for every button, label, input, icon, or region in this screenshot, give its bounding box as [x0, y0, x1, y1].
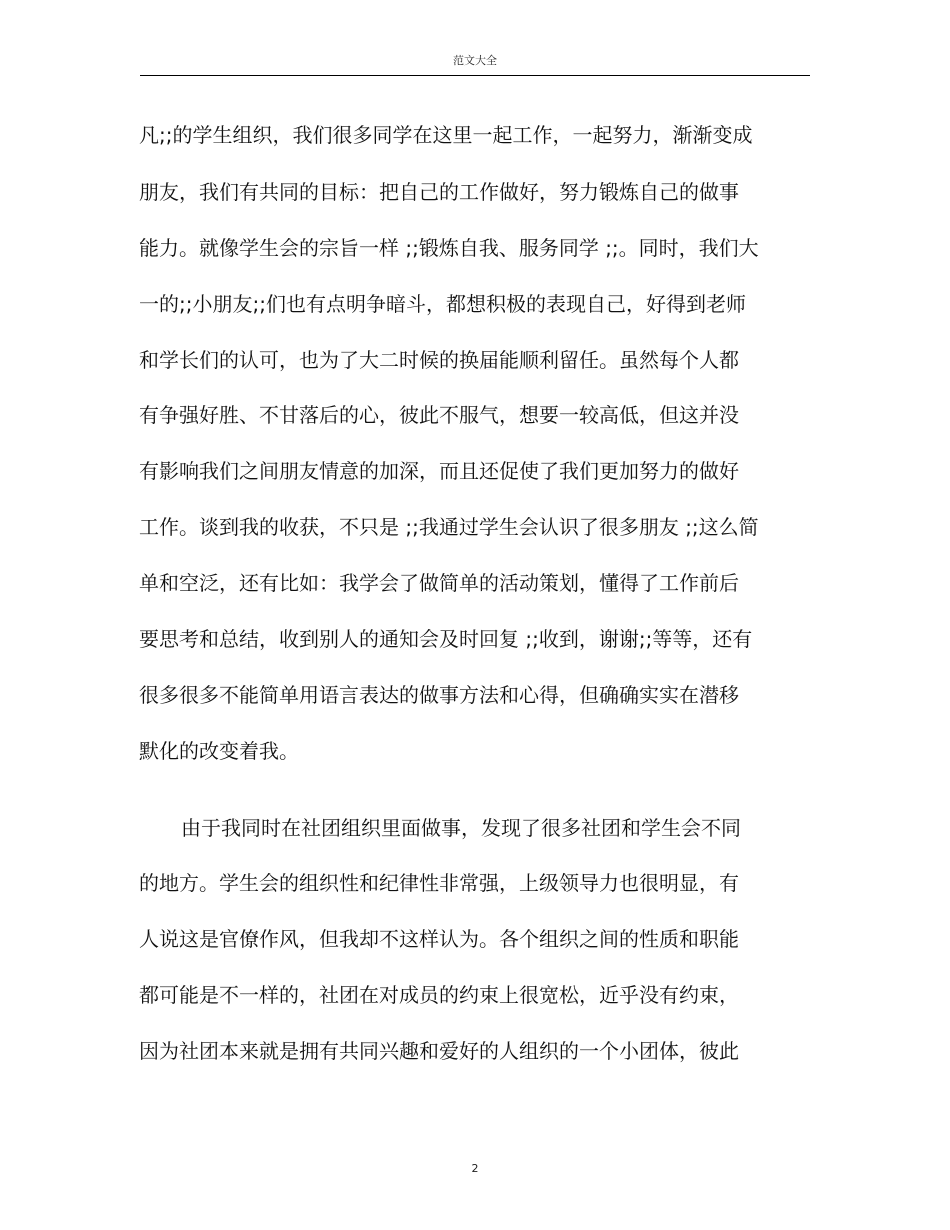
text-line-7: 有影响我们之间朋友情意的加深，而且还促使了我们更加努力的做好	[139, 459, 739, 483]
text-line-11: 很多很多不能简单用语言表达的做事方法和心得，但确确实实在潜移	[139, 683, 739, 707]
text-line-14: 的地方。学生会的组织性和纪律性非常强，上级领导力也很明显，有	[139, 871, 739, 895]
page-header-title: 范文大全	[453, 54, 497, 67]
header-divider	[140, 75, 810, 76]
text-line-15: 人说这是官僚作风，但我却不这样认为。各个组织之间的性质和职能	[139, 927, 739, 951]
page-number: 2	[471, 1162, 479, 1175]
text-line-13-paragraph-start: 由于我同时在社团组织里面做事，发现了很多社团和学生会不同	[181, 816, 741, 840]
text-line-4: 一的;;小朋友;;们也有点明争暗斗，都想积极的表现自己，好得到老师	[139, 292, 746, 316]
text-line-9: 单和空泛，还有比如：我学会了做简单的活动策划，懂得了工作前后	[139, 571, 739, 595]
text-line-17: 因为社团本来就是拥有共同兴趣和爱好的人组织的一个小团体，彼此	[139, 1039, 739, 1063]
text-line-6: 有争强好胜、不甘落后的心，彼此不服气，想要一较高低，但这并没	[139, 403, 739, 427]
text-line-1: 凡;;的学生组织，我们很多同学在这里一起工作，一起努力，渐渐变成	[139, 123, 753, 147]
text-line-5: 和学长们的认可，也为了大二时候的换届能顺利留任。虽然每个人都	[139, 348, 739, 372]
text-line-8: 工作。谈到我的收获，不只是 ;;我通过学生会认识了很多朋友 ;;这么简	[139, 515, 759, 539]
text-line-12: 默化的改变着我。	[139, 739, 299, 763]
text-line-3: 能力。就像学生会的宗旨一样 ;;锻炼自我、服务同学 ;;。同时，我们大	[139, 236, 759, 260]
text-line-2: 朋友，我们有共同的目标：把自己的工作做好，努力锻炼自己的做事	[139, 180, 739, 204]
text-line-16: 都可能是不一样的，社团在对成员的约束上很宽松，近乎没有约束，	[139, 983, 739, 1007]
text-line-10: 要思考和总结，收到别人的通知会及时回复 ;;收到，谢谢;;等等，还有	[139, 627, 753, 651]
